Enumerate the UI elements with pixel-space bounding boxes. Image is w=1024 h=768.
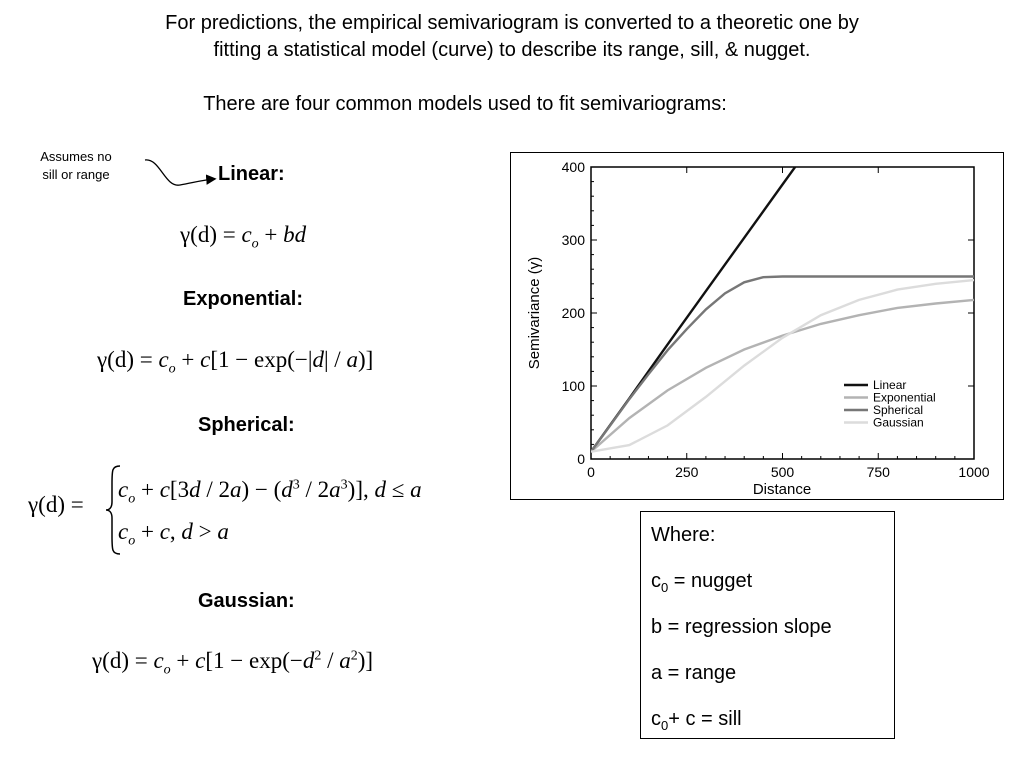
- exponential-formula: $\gamma(d) = c_o + c[1 - \exp(-|d| / a)]$: [97, 347, 374, 377]
- spherical-heading: Spherical:: [198, 414, 295, 436]
- def-range: a = range: [651, 662, 737, 684]
- linear-formula: $\gamma(d) = c_o$ + bd: [180, 222, 307, 252]
- x-tick-label: 750: [866, 464, 890, 480]
- definitions-box: [640, 511, 895, 739]
- x-tick-label: 250: [675, 464, 699, 480]
- legend-label: Linear: [873, 378, 907, 392]
- gaussian-formula: $\gamma(d) = c_o + c[1 - \exp(-d^2 / a^2)]$: [92, 648, 374, 678]
- spherical-case-2: $c_o + c$, d > a: [118, 519, 229, 549]
- spherical-lhs: γ(d) =: [28, 492, 84, 517]
- intro-text: [30, 10, 994, 64]
- note-line-2: sill or range: [42, 167, 110, 182]
- semivariogram-chart: [510, 152, 1004, 500]
- y-tick-label: 300: [561, 232, 585, 248]
- intro-line-2: fitting a statistical model (curve) to describe its range, sill, & nugget.: [213, 39, 811, 61]
- y-tick-label: 200: [561, 305, 585, 321]
- gaussian-heading: Gaussian:: [198, 590, 295, 612]
- y-tick-label: 100: [561, 378, 585, 394]
- curved-arrow-icon: [140, 150, 220, 192]
- x-tick-label: 0: [587, 464, 595, 480]
- x-tick-label: 500: [770, 464, 795, 480]
- chart-legend: [844, 378, 936, 430]
- def-nugget: $c_0$ = nugget: [651, 570, 753, 595]
- y-tick-label: 0: [577, 451, 585, 467]
- exponential-heading: Exponential:: [183, 288, 304, 310]
- def-slope: b = regression slope: [651, 616, 832, 638]
- intro-subheading: There are four common models used to fit semivariograms:: [203, 93, 727, 115]
- def-sill: $c_0+ c$ = sill: [651, 708, 742, 733]
- spherical-case-1: $c_o + c[3d / 2a) - (d^3 / 2a^3)$], d ≤ a: [118, 477, 422, 507]
- where-title: Where:: [651, 524, 716, 546]
- x-axis-label: Distance: [752, 481, 812, 498]
- y-tick-label: 400: [561, 159, 585, 175]
- legend-label: Exponential: [873, 390, 936, 405]
- linear-heading: Linear:: [218, 163, 285, 185]
- chart-svg: [511, 153, 1003, 499]
- legend-label: Spherical: [873, 403, 924, 417]
- legend-label: Gaussian: [873, 415, 924, 430]
- linear-note: [18, 148, 134, 184]
- x-tick-label: 1000: [958, 464, 990, 480]
- note-line-1: Assumes no: [40, 149, 112, 164]
- intro-line-1: For predictions, the empirical semivariogram is converted to a theoretic one by: [165, 12, 859, 34]
- y-axis-label: Semivariance (γ): [526, 256, 543, 370]
